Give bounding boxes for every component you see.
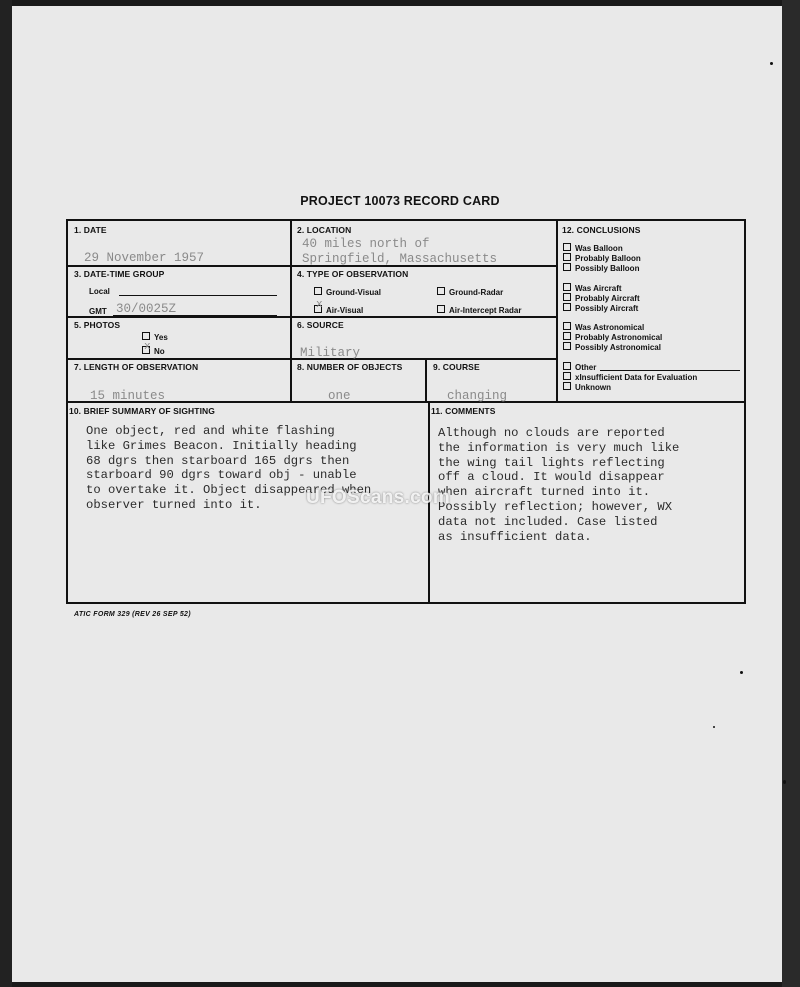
summary-label: 10. BRIEF SUMMARY OF SIGHTING (69, 406, 215, 416)
scan-border-right (782, 0, 800, 987)
conclusion-possibly-astronomical (563, 342, 661, 352)
insufficient-check-mark: x (575, 373, 580, 382)
divider-col-conclusions (556, 221, 558, 402)
comments-text: Although no clouds are reported the information is very much like the wing tail lights reflecting off a cloud. It would disappear when aircraft turned into it. Possibly reflection; however, WX data not included. Case listed as insufficient data. (438, 426, 680, 544)
conclusion-label: Probably Aircraft (575, 294, 640, 303)
checkbox-icon (563, 263, 571, 271)
checkbox-icon (563, 243, 571, 251)
conclusion-possibly-balloon (563, 263, 639, 273)
length-of-observation-label: 7. LENGTH OF OBSERVATION (74, 362, 199, 372)
checkbox-icon (437, 305, 445, 313)
form-identifier: ATIC FORM 329 (REV 26 SEP 52) (74, 611, 191, 618)
conclusion-insufficient-data (563, 372, 697, 382)
option-ground-visual-label: Ground-Visual (326, 288, 381, 297)
watermark: UFOScans.com (306, 487, 451, 508)
checkbox-icon (563, 362, 571, 370)
conclusion-label: Was Aircraft (575, 284, 622, 293)
date-label: 1. DATE (74, 225, 107, 235)
conclusion-other (563, 362, 596, 372)
option-ground-radar (437, 287, 503, 297)
photos-no-check-mark: x (144, 341, 151, 353)
conclusion-label: Probably Astronomical (575, 333, 663, 342)
number-of-objects-value: one (328, 389, 351, 403)
conclusion-label: Unknown (575, 383, 611, 392)
date-time-group-label: 3. DATE-TIME GROUP (74, 269, 165, 279)
option-photos-yes-label: Yes (154, 333, 168, 342)
conclusion-probably-astronomical (563, 332, 662, 342)
location-label: 2. LOCATION (297, 225, 352, 235)
checkbox-icon (563, 283, 571, 291)
option-air-intercept-radar-label: Air-Intercept Radar (449, 306, 522, 315)
conclusion-possibly-aircraft (563, 303, 638, 313)
local-label: Local (89, 287, 110, 296)
scan-border-left (0, 0, 12, 987)
gmt-value: 30/0025Z (116, 302, 177, 316)
scan-speck (783, 780, 786, 784)
conclusion-probably-aircraft (563, 293, 640, 303)
checkbox-icon (563, 372, 571, 380)
conclusion-label: Possibly Balloon (575, 264, 640, 273)
checkbox-icon (563, 293, 571, 301)
checkbox-icon (563, 342, 571, 350)
conclusion-label: Possibly Astronomical (575, 343, 661, 352)
comments-label: 11. COMMENTS (431, 406, 496, 416)
conclusion-unknown (563, 382, 611, 392)
checkbox-icon (142, 332, 150, 340)
conclusion-label: Possibly Aircraft (575, 304, 639, 313)
checkbox-icon (563, 332, 571, 340)
option-air-intercept-radar (437, 305, 521, 315)
scan-speck (770, 62, 773, 65)
option-ground-visual (314, 287, 381, 297)
conclusion-was-aircraft (563, 283, 622, 293)
scan-speck (713, 726, 715, 728)
checkbox-icon (563, 303, 571, 311)
summary-text: One object, red and white flashing like Grimes Beacon. Initially heading 68 dgrs then starboard 165 dgrs then starboard 90 dgrs toward obj - unable to overtake it. Object disappeared when observer turned into it. (86, 424, 372, 512)
divider-col-middle (290, 221, 292, 402)
conclusion-label: Insufficient Data for Evaluation (579, 373, 698, 382)
course-value: changing (447, 389, 508, 403)
date-value: 29 November 1957 (84, 251, 205, 265)
length-of-observation-value: 15 minutes (90, 389, 166, 403)
other-underline (600, 370, 740, 371)
local-underline (119, 295, 277, 296)
gmt-label: GMT (89, 307, 107, 316)
checkbox-icon (563, 382, 571, 390)
checkbox-icon (314, 287, 322, 295)
source-value: Military (300, 346, 361, 360)
checkbox-icon (563, 322, 571, 330)
conclusion-probably-balloon (563, 253, 641, 263)
air-visual-check-mark: x (316, 299, 323, 311)
photos-label: 5. PHOTOS (74, 320, 121, 330)
card-title: PROJECT 10073 RECORD CARD (300, 194, 500, 208)
course-label: 9. COURSE (433, 362, 480, 372)
conclusions-label: 12. CONCLUSIONS (562, 225, 641, 235)
divider-col-course (425, 358, 427, 402)
option-ground-radar-label: Ground-Radar (449, 288, 504, 297)
checkbox-icon (563, 253, 571, 261)
option-photos-no-label: No (154, 347, 165, 356)
type-of-observation-label: 4. TYPE OF OBSERVATION (297, 269, 409, 279)
conclusion-label: Other (575, 363, 597, 372)
scan-speck (740, 671, 743, 674)
checkbox-icon (437, 287, 445, 295)
divider-row-2 (68, 316, 557, 318)
location-line-2: Springfield, Massachusetts (302, 252, 498, 266)
source-label: 6. SOURCE (297, 320, 344, 330)
conclusion-label: Was Astronomical (575, 323, 645, 332)
option-air-visual-label: Air-Visual (326, 306, 364, 315)
conclusion-label: Was Balloon (575, 244, 623, 253)
number-of-objects-label: 8. NUMBER OF OBJECTS (297, 362, 403, 372)
location-line-1: 40 miles north of (302, 237, 430, 251)
conclusion-label: Probably Balloon (575, 254, 641, 263)
conclusion-was-balloon (563, 243, 623, 253)
conclusion-was-astronomical (563, 322, 644, 332)
divider-row-4 (68, 401, 745, 403)
